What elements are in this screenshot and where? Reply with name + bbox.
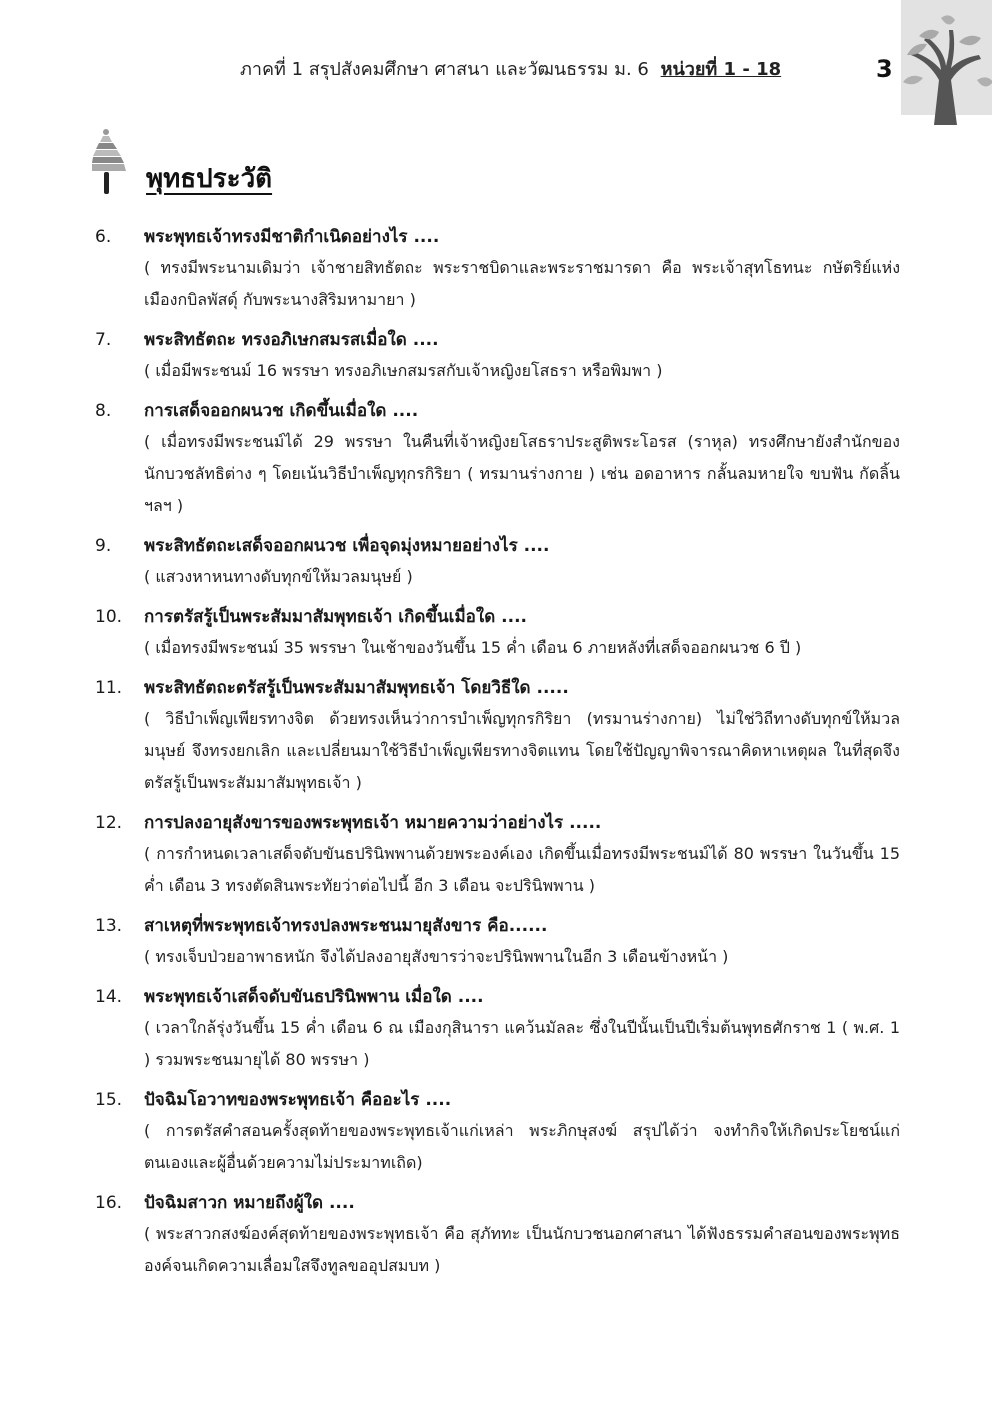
tree-icon	[901, 0, 992, 115]
list-item	[95, 602, 900, 664]
item-question: สาเหตุที่พระพุทธเจ้าทรงปลงพระชนมายุสังขาร คือ......	[144, 916, 548, 936]
item-number: 14.	[95, 987, 123, 1007]
item-number: 16.	[95, 1193, 123, 1213]
item-question: การตรัสรู้เป็นพระสัมมาสัมพุทธเจ้า เกิดขึ้นเมื่อใด ....	[144, 607, 527, 627]
list-item	[95, 808, 900, 902]
item-answer: ( เมื่อทรงมีพระชนม์ได้ 29 พรรษา ในคืนที่เจ้าหญิงยโสธราประสูติพระโอรส (ราหุล) ทรงศึกษายังสำนักของนักบวชลัทธิต่าง ๆ โดยเน้นวิธีบำเพ็ญทุกรกิริยา ( ทรมานร่างกาย ) เช่น อดอาหาร กลั้นลมหายใจ ขบฟัน กัดลิ้น ฯลฯ )	[144, 432, 900, 515]
item-question: พระพุทธเจ้าทรงมีชาติกำเนิดอย่างไร ....	[144, 227, 440, 247]
item-number: 10.	[95, 607, 123, 627]
header-unit: หน่วยที่ 1 - 18	[660, 59, 782, 80]
item-number: 7.	[95, 330, 112, 350]
item-number: 11.	[95, 678, 123, 698]
section-title: พุทธประวัติ	[146, 164, 273, 194]
list-item	[95, 531, 900, 593]
question-list	[95, 222, 900, 1291]
list-item	[95, 911, 900, 973]
item-number: 13.	[95, 916, 123, 936]
page-number: 3	[876, 55, 893, 83]
item-question: การเสด็จออกผนวช เกิดขึ้นเมื่อใด ....	[144, 401, 419, 421]
umbrella-icon	[92, 128, 132, 200]
list-item	[95, 325, 900, 387]
item-question: ปัจฉิมสาวก หมายถึงผู้ใด ....	[144, 1193, 355, 1213]
item-number: 9.	[95, 536, 112, 556]
item-answer: ( เมื่อทรงมีพระชนม์ 35 พรรษา ในเช้าของวันขึ้น 15 ค่ำ เดือน 6 ภายหลังที่เสด็จออกผนวช 6 ปี )	[144, 638, 802, 657]
item-number: 12.	[95, 813, 123, 833]
page-header	[240, 54, 840, 83]
item-answer: ( ทรงมีพระนามเดิมว่า เจ้าชายสิทธัตถะ พระราชบิดาและพระราชมารดา คือ พระเจ้าสุทโธทนะ กษัตริย์แห่งเมืองกบิลพัสดุ์ กับพระนางสิริมหามายา )	[144, 258, 900, 309]
item-answer: ( พระสาวกสงฆ์องค์สุดท้ายของพระพุทธเจ้า คือ สุภัททะ เป็นนักบวชนอกศาสนา ได้ฟังธรรมคำสอนของพระพุทธองค์จนเกิดความเลื่อมใสจึงทูลขออุปสมบท )	[144, 1224, 900, 1275]
item-answer: ( วิธีบำเพ็ญเพียรทางจิต ด้วยทรงเห็นว่าการบำเพ็ญทุกรกิริยา (ทรมานร่างกาย) ไม่ใช่วิถีทางดับทุกข์ให้มวลมนุษย์ จึงทรงยกเลิก และเปลี่ยนมาใช้วิธีบำเพ็ญเพียรทางจิตแทน โดยใช้ปัญญาพิจารณาคิดหาเหตุผล ในที่สุดจึงตรัสรู้เป็นพระสัมมาสัมพุทธเจ้า )	[144, 709, 900, 792]
item-answer: ( การตรัสคำสอนครั้งสุดท้ายของพระพุทธเจ้าแก่เหล่า พระภิกษุสงฆ์ สรุปได้ว่า จงทำกิจให้เกิดประโยชน์แก่ตนเองและผู้อื่นด้วยความไม่ประมาทเถิด)	[144, 1121, 900, 1172]
item-number: 6.	[95, 227, 112, 247]
item-question: พระสิทธัตถะ ทรงอภิเษกสมรสเมื่อใด ....	[144, 330, 439, 350]
item-question: ปัจฉิมโอวาทของพระพุทธเจ้า คืออะไร ....	[144, 1090, 452, 1110]
list-item	[95, 982, 900, 1076]
item-answer: ( แสวงหาหนทางดับทุกข์ให้มวลมนุษย์ )	[144, 567, 413, 586]
header-text: ภาคที่ 1 สรุปสังคมศึกษา ศาสนา และวัฒนธรรม ม. 6	[240, 59, 649, 80]
item-question: พระสิทธัตถะเสด็จออกผนวช เพื่อจุดมุ่งหมายอย่างไร ....	[144, 536, 550, 556]
item-question: พระพุทธเจ้าเสด็จดับขันธปรินิพพาน เมื่อใด ....	[144, 987, 484, 1007]
list-item	[95, 222, 900, 316]
item-answer: ( ทรงเจ็บป่วยอาพาธหนัก จึงได้ปลงอายุสังขารว่าจะปรินิพพานในอีก 3 เดือนข้างหน้า )	[144, 947, 729, 966]
item-number: 15.	[95, 1090, 123, 1110]
item-question: การปลงอายุสังขารของพระพุทธเจ้า หมายความว่าอย่างไร .....	[144, 813, 602, 833]
item-answer: ( การกำหนดเวลาเสด็จดับขันธปรินิพพานด้วยพระองค์เอง เกิดขึ้นเมื่อทรงมีพระชนม์ได้ 80 พรรษา ในวันขึ้น 15 ค่ำ เดือน 3 ทรงตัดสินพระทัยว่าต่อไปนี้ อีก 3 เดือน จะปรินิพพาน )	[144, 844, 900, 895]
item-answer: ( เวลาใกล้รุ่งวันขึ้น 15 ค่ำ เดือน 6 ณ เมืองกุสินารา แคว้นมัลละ ซึ่งในปีนั้นเป็นปีเริ่มต้นพุทธศักราช 1 ( พ.ศ. 1 ) รวมพระชนมายุได้ 80 พรรษา )	[144, 1018, 900, 1069]
item-answer: ( เมื่อมีพระชนม์ 16 พรรษา ทรงอภิเษกสมรสกับเจ้าหญิงยโสธรา หรือพิมพา )	[144, 361, 663, 380]
list-item	[95, 396, 900, 522]
list-item	[95, 673, 900, 799]
item-number: 8.	[95, 401, 112, 421]
item-question: พระสิทธัตถะตรัสรู้เป็นพระสัมมาสัมพุทธเจ้า โดยวิธีใด .....	[144, 678, 569, 698]
list-item	[95, 1188, 900, 1282]
list-item	[95, 1085, 900, 1179]
